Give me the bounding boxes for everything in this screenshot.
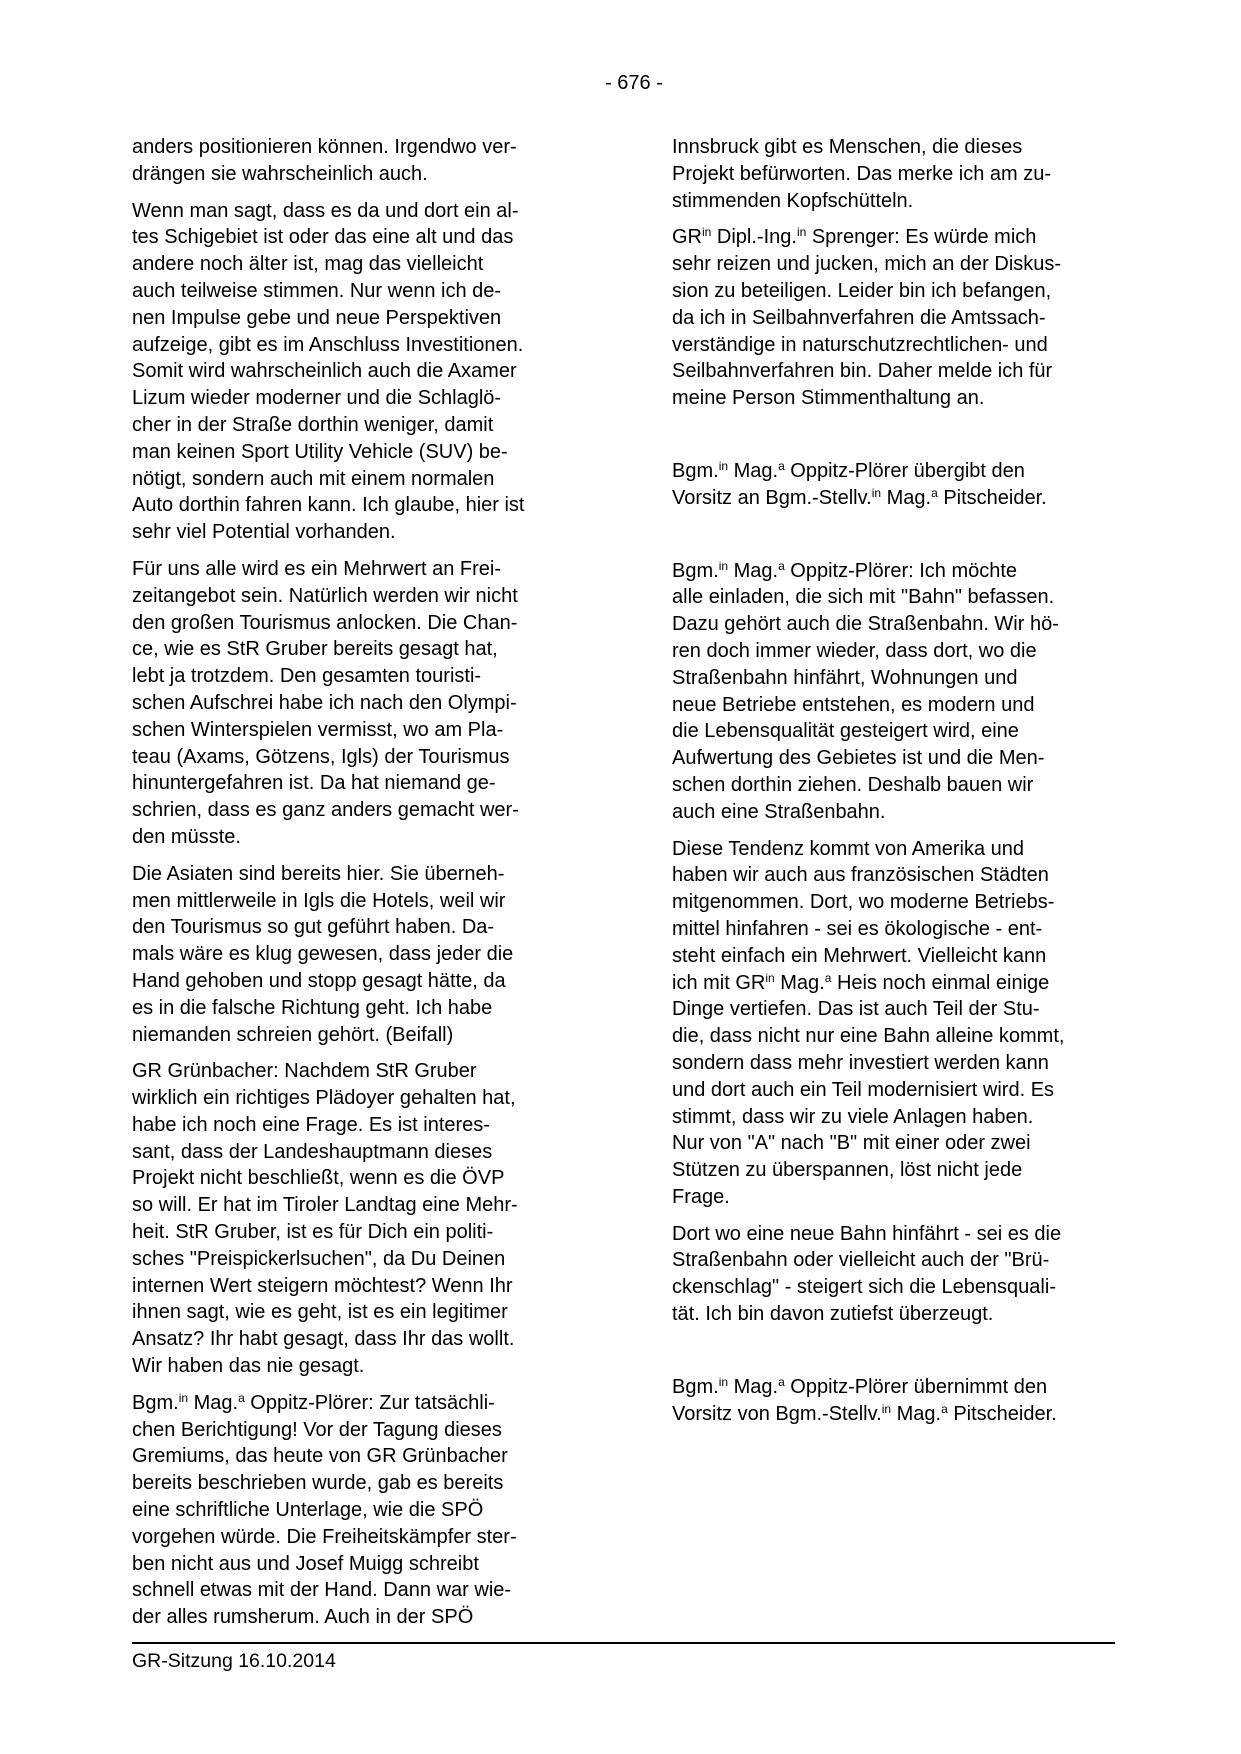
superscript: a — [824, 970, 832, 985]
paragraph — [672, 134, 1127, 214]
text-line: sehr reizen und jucken, mich an der Diskus- — [672, 253, 1062, 276]
paragraph — [132, 1058, 618, 1380]
text-line: Dazu gehört auch die Straßenbahn. Wir hö- — [672, 613, 1059, 636]
text-line: Wir haben das nie gesagt. — [132, 1355, 365, 1378]
superscript: in — [718, 458, 729, 473]
text-line: wirklich ein richtiges Plädoyer gehalten hat, — [132, 1087, 516, 1110]
text-line: man keinen Sport Utility Vehicle (SUV) be- — [132, 440, 508, 463]
footer-session-label: GR-Sitzung 16.10.2014 — [132, 1650, 336, 1672]
text-line: sondern dass mehr investiert werden kann — [672, 1051, 1049, 1074]
text-line: die Lebensqualität gesteigert wird, eine — [672, 720, 1019, 743]
superscript: in — [718, 1374, 729, 1389]
paragraph — [132, 556, 618, 851]
text-line: es in die falsche Richtung geht. Ich habe — [132, 996, 493, 1019]
paragraph — [672, 836, 1127, 1211]
text-line: Stützen zu überspannen, löst nicht jede — [672, 1159, 1023, 1182]
text-line: men mittlerweile in Igls die Hotels, weil wir — [132, 889, 506, 912]
text-line: sehr viel Potential vorhanden. — [132, 521, 396, 544]
text-line: schrien, dass es ganz anders gemacht wer- — [132, 799, 519, 822]
text-line: da ich in Seilbahnverfahren die Amtssach- — [672, 306, 1046, 329]
text-line: ben nicht aus und Josef Muigg schreibt — [132, 1552, 479, 1575]
text-line: Straßenbahn oder vielleicht auch der "Brü- — [672, 1249, 1050, 1272]
text-line: Aufwertung des Gebietes ist und die Men- — [672, 747, 1045, 770]
text-line: der alles rumsherum. Auch in der SPÖ — [132, 1606, 474, 1629]
paragraph — [132, 134, 618, 188]
text-line: Projekt befürworten. Das merke ich am zu- — [672, 162, 1052, 185]
text-line: Straßenbahn hinfährt, Wohnungen und — [672, 666, 1018, 689]
text-line: nötigt, sondern auch mit einem normalen — [132, 467, 495, 490]
text-line: schnell etwas mit der Hand. Dann war wie- — [132, 1579, 512, 1602]
paragraph — [132, 861, 618, 1049]
text-line: zeitangebot sein. Natürlich werden wir nicht — [132, 584, 518, 607]
right-text-column — [672, 134, 1127, 1437]
superscript: in — [702, 225, 712, 240]
text-line: lebt ja trotzdem. Den gesamten touristi- — [132, 665, 482, 688]
text-line: stimmt, dass wir zu viele Anlagen haben. — [672, 1105, 1034, 1128]
text-line: tes Schigebiet ist oder das eine alt und das — [132, 226, 514, 249]
text-line: Lizum wieder moderner und die Schlaglö- — [132, 387, 502, 410]
text-line: Bgm.$^{in}$ Mag.$^a$ Oppitz-Plörer: Zur tatsächli- — [132, 1390, 495, 1414]
text-line: den müsste. — [132, 825, 241, 848]
superscript: in — [796, 225, 807, 240]
text-line: Frage. — [672, 1185, 730, 1208]
text-line: andere noch älter ist, mag das vielleicht — [132, 253, 484, 276]
text-line: Die Asiaten sind bereits hier. Sie überneh- — [132, 862, 505, 885]
text-line: und dort auch ein Teil modernisiert wird. Es — [672, 1078, 1055, 1101]
text-line: hinuntergefahren ist. Da hat niemand ge- — [132, 772, 496, 795]
text-line: alle einladen, die sich mit "Bahn" befassen. — [672, 586, 1055, 609]
text-line: Dinge vertiefen. Das ist auch Teil der Stu- — [672, 998, 1040, 1021]
text-line: haben wir auch aus französischen Städten — [672, 864, 1049, 887]
text-line: mittel hinfahren - sei es ökologische - ent- — [672, 917, 1043, 940]
superscript: a — [778, 558, 785, 573]
paragraph — [132, 1390, 618, 1631]
text-line: tät. Ich bin davon zutiefst überzeugt. — [672, 1303, 994, 1326]
superscript: in — [718, 558, 729, 573]
superscript: a — [238, 1390, 245, 1405]
text-line: heit. StR Gruber, ist es für Dich ein politi- — [132, 1221, 494, 1244]
text-line: eine schriftliche Unterlage, wie die SPÖ — [132, 1499, 484, 1522]
text-line: bereits beschrieben wurde, gab es bereits — [132, 1472, 504, 1495]
paragraph — [672, 1374, 1127, 1428]
text-line: ren doch immer wieder, dass dort, wo die — [672, 639, 1037, 662]
text-line: Für uns alle wird es ein Mehrwert an Frei- — [132, 557, 502, 580]
text-line: drängen sie wahrscheinlich auch. — [132, 162, 428, 185]
paragraph — [132, 198, 618, 546]
paragraph — [672, 458, 1127, 512]
text-line: Seilbahnverfahren bin. Daher melde ich für — [672, 360, 1053, 383]
text-line: vorgehen würde. Die Freiheitskämpfer ster- — [132, 1525, 517, 1548]
superscript: a — [931, 485, 938, 500]
text-line: habe ich noch eine Frage. Es ist interes- — [132, 1113, 490, 1136]
text-line: mitgenommen. Dort, wo moderne Betriebs- — [672, 891, 1055, 914]
text-line: Bgm.$^{in}$ Mag.$^a$ Oppitz-Plörer übernimmt den — [672, 1374, 1048, 1398]
text-line: auch eine Straßenbahn. — [672, 800, 886, 823]
text-line: sches "Preispickerlsuchen", da Du Deinen — [132, 1247, 506, 1270]
text-line: Ansatz? Ihr habt gesagt, dass Ihr das wollt. — [132, 1328, 515, 1351]
text-line: Vorsitz an Bgm.-Stellv.$^{in}$ Mag.$^a$ Pitscheider. — [672, 485, 1047, 509]
superscript: in — [871, 485, 882, 500]
text-line: mals wäre es klug gewesen, dass jeder die — [132, 943, 514, 966]
text-line: $GR^{in}$ Dipl.-Ing.$^{in}$ Sprenger: Es würde mich — [672, 225, 1037, 249]
text-line: internen Wert steigern möchtest? Wenn Ihr — [132, 1274, 513, 1297]
text-line: Nur von "A" nach "B" mit einer oder zwei — [672, 1132, 1031, 1155]
text-line: ich mit $GR^{in}$ Mag.$^a$ Heis noch einmal einige — [672, 970, 1050, 994]
text-line: sant, dass der Landeshauptmann dieses — [132, 1140, 493, 1163]
text-line: neue Betriebe entstehen, es modern und — [672, 693, 1035, 716]
text-line: teau (Axams, Götzens, Igls) der Tourismus — [132, 745, 510, 768]
text-line: den großen Tourismus anlocken. Die Chan- — [132, 611, 518, 634]
page-number: - 676 - — [605, 72, 663, 94]
text-line: Innsbruck gibt es Menschen, die dieses — [672, 136, 1023, 158]
text-line: Bgm.$^{in}$ Mag.$^a$ Oppitz-Plörer: Ich möchte — [672, 558, 1018, 582]
text-line: Hand gehoben und stopp gesagt hätte, da — [132, 969, 506, 992]
superscript: a — [778, 1374, 785, 1389]
superscript: in — [178, 1390, 189, 1405]
text-line: ihnen sagt, wie es geht, ist es ein legitimer — [132, 1301, 508, 1324]
text-line: steht einfach ein Mehrwert. Vielleicht kann — [672, 944, 1047, 967]
text-line: meine Person Stimmenthaltung an. — [672, 387, 985, 410]
text-line: Projekt nicht beschließt, wenn es die ÖVP — [132, 1167, 505, 1190]
text-line: Somit wird wahrscheinlich auch die Axamer — [132, 360, 517, 383]
text-line: schen dorthin ziehen. Deshalb bauen wir — [672, 773, 1034, 796]
text-line: Auto dorthin fahren kann. Ich glaube, hier ist — [132, 494, 525, 517]
text-line: sion zu beteiligen. Leider bin ich befangen, — [672, 279, 1052, 302]
text-line: Wenn man sagt, dass es da und dort ein al- — [132, 199, 519, 222]
text-line: so will. Er hat im Tiroler Landtag eine Mehr- — [132, 1194, 518, 1217]
text-line: schen Winterspielen vermisst, wo am Pla- — [132, 718, 504, 741]
text-line: ce, wie es StR Gruber bereits gesagt hat, — [132, 638, 498, 661]
text-line: nen Impulse gebe und neue Perspektiven — [132, 306, 502, 329]
text-line: stimmenden Kopfschütteln. — [672, 189, 914, 212]
text-line: auch teilweise stimmen. Nur wenn ich de- — [132, 279, 502, 302]
text-line: chen Berichtigung! Vor der Tagung dieses — [132, 1418, 502, 1441]
text-line: schen Aufschrei habe ich nach den Olympi- — [132, 691, 517, 714]
text-line: ckenschlag" - steigert sich die Lebensquali- — [672, 1276, 1056, 1299]
text-line: den Tourismus so gut geführt haben. Da- — [132, 916, 495, 939]
text-line: Diese Tendenz kommt von Amerika und — [672, 837, 1025, 860]
text-line: niemanden schreien gehört. (Beifall) — [132, 1023, 454, 1046]
paragraph — [672, 558, 1127, 826]
superscript: in — [765, 970, 775, 985]
paragraph — [672, 224, 1127, 412]
superscript: in — [881, 1401, 892, 1416]
text-line: aufzeige, gibt es im Anschluss Investitionen. — [132, 333, 524, 356]
paragraph — [672, 1221, 1127, 1328]
text-line: Vorsitz von Bgm.-Stellv.$^{in}$ Mag.$^a$ Pitscheider. — [672, 1401, 1057, 1425]
superscript: a — [778, 458, 785, 473]
superscript: a — [941, 1401, 948, 1416]
text-line: Bgm.$^{in}$ Mag.$^a$ Oppitz-Plörer übergibt den — [672, 458, 1025, 482]
text-line: verständige in naturschutzrechtlichen- und — [672, 333, 1048, 356]
text-line: GR Grünbacher: Nachdem StR Gruber — [132, 1060, 477, 1083]
footer-divider — [132, 1642, 1115, 1644]
text-line: die, dass nicht nur eine Bahn alleine kommt, — [672, 1025, 1065, 1048]
text-line: cher in der Straße dorthin weniger, damit — [132, 413, 494, 436]
text-line: anders positionieren können. Irgendwo ver- — [132, 136, 517, 158]
text-line: Dort wo eine neue Bahn hinfährt - sei es die — [672, 1222, 1062, 1245]
text-line: Gremiums, das heute von GR Grünbacher — [132, 1445, 508, 1468]
left-text-column — [132, 134, 618, 1641]
